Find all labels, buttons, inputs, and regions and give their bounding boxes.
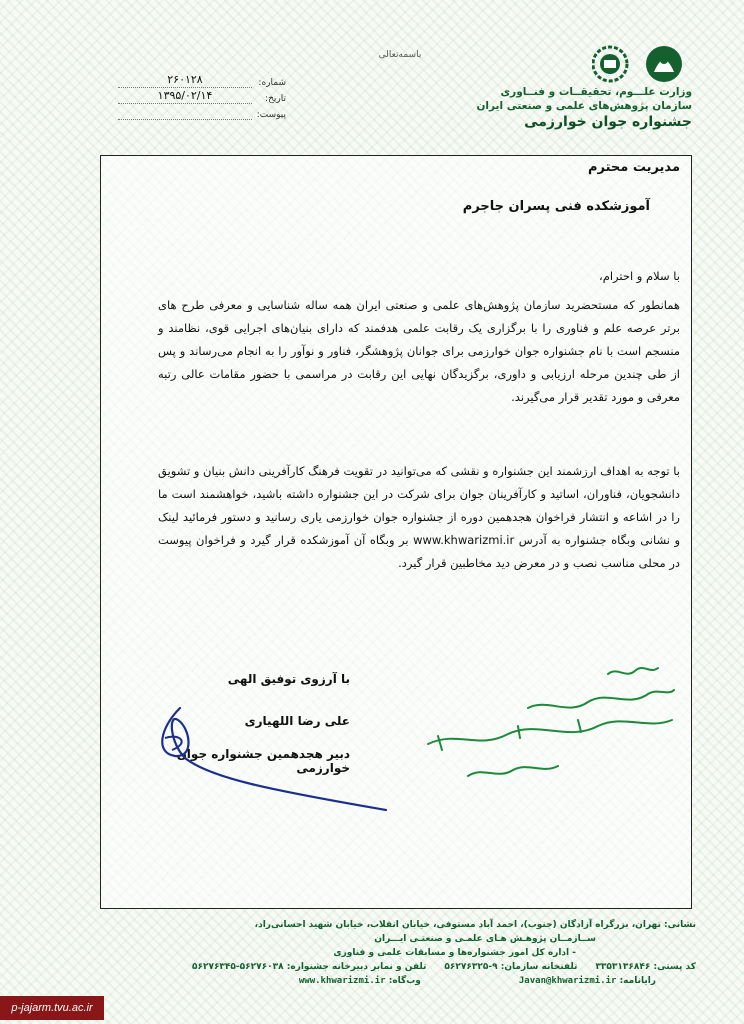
attachment-value — [118, 118, 252, 120]
body-paragraph-2 — [158, 460, 680, 575]
footer-organization: ســازمــان پژوهـش هـای علمـی و صنعتـی ایـــران — [374, 934, 596, 944]
body-paragraph-2-part-a: با توجه به اهداف ارزشمند این جشنواره و نقشی که می‌توانید در تقویت فرهنگ کارآفرینی دانش بنیان و تشویق دانشجویان، فناوران، اساتید و کارآفرینان جوان برای شرکت در این جشنواره داشته باشید، خواهشمند است ما را در اشاعه و انتشار فراخوان هجدهمین دوره از جشنواره جوان خوارزمی یاری رسانید و دستور فرمائید لینک و نشانی وبگاه جشنواره به آدرس — [158, 464, 681, 547]
organization-logos — [592, 44, 686, 86]
handwritten-annotation — [408, 656, 680, 786]
closing-phrase: با آرزوی توفیق الهی — [227, 672, 350, 686]
festival-name: جشنواره جوان خوارزمی — [524, 114, 692, 130]
date-row — [118, 88, 286, 104]
footer-address: نشانی: تهران، بزرگراه آزادگان (جنوب)، احمد آباد مستوفی، خیابان انقلاب، خیابان شهید احسانی‌راد، — [254, 920, 696, 930]
body-paragraph-1: همانطور که مستحضرید سازمان پژوهش‌های علمی و صنعتی ایران همه ساله شناسایی و معرفی طرح های برتر عرصه علم و فناوری را با برگزاری یک رقابت علمی هدفمند که دارای بنیان‌های اجرایی قوی، نظامند و منسجم است با نام جشنواره جوان خوارزمی برای جوانان پژوهشگر، فناور و نوآور را به انجام می‌رساند و پس از طی چندین مرحله ارزیابی و داوری، برگزیدگان نهایی این رقابت در مراسمی با حضور مقامات عالی رتبه معرفی و مورد تقدیر قرار می‌گیرند. — [158, 298, 680, 404]
number-value: ۲۶۰۱۲۸ — [118, 73, 252, 88]
footer-web-group — [299, 974, 501, 988]
date-label: تاریخ: — [265, 94, 286, 104]
signer-title: دبیر هجدهمین جشنواره جوان خوارزمی — [176, 747, 350, 775]
footer-postal-code: کد پستی: ۳۳۵۳۱۳۶۸۴۶ — [595, 962, 696, 972]
attachment-label: پیوست: — [256, 110, 286, 120]
number-label: شماره: — [258, 78, 286, 88]
footer-department: - اداره کل امور جشنواره‌ها و مسابقات علمی و فناوری — [333, 948, 576, 958]
footer-email-group — [519, 974, 696, 988]
footer-festival-phone: تلفن و نمابر دبیرخانه جشنواره: ۵۶۲۷۶۰۳۸-۵۶۲۷۶۳۴۵ — [191, 962, 427, 972]
research-organization-name: سازمان پژوهش‌های علمی و صنعتی ایران — [476, 100, 692, 112]
footer-email-label: رایانامه: — [619, 976, 656, 986]
letter-meta — [118, 72, 286, 120]
organization-name — [470, 86, 692, 130]
footer-org-phone: تلفنخانه سازمان: ۹-۵۶۲۷۶۳۲۵ — [444, 962, 578, 972]
footer-contact-numbers — [100, 960, 696, 974]
signer-name: علی رضا اللهیاری — [244, 714, 350, 728]
footer-web[interactable]: www.khwarizmi.ir — [298, 976, 386, 986]
number-row — [118, 72, 286, 88]
ministry-name: وزارت علـــوم، تحقیقــات و فنــاوری — [500, 86, 692, 98]
footer-email[interactable]: Javan@khwarizmi.ir — [518, 976, 617, 986]
ministry-logo-icon — [646, 46, 682, 82]
attachment-row — [118, 104, 286, 120]
basmala: باسمه‌تعالی — [378, 50, 422, 60]
footer-web-label: وب‌گاه: — [388, 976, 421, 986]
date-value: ۱۳۹۵/۰۲/۱۴ — [118, 89, 252, 104]
footer-online-contact — [100, 974, 696, 988]
site-watermark-tag: p-jajarm.tvu.ac.ir — [0, 996, 104, 1020]
salutation: مدیریت محترم — [587, 160, 680, 175]
addressee: آموزشکده فنی پسران جاجرم — [462, 199, 650, 214]
letter-footer — [100, 918, 696, 988]
signature-image — [150, 698, 390, 818]
festival-logo-icon — [593, 47, 627, 81]
festival-website-link[interactable]: www.khwarizmi.ir — [413, 533, 515, 547]
greeting: با سلام و احترام، — [599, 269, 680, 283]
body-paragraph-2-part-b: بر وبگاه آن آموزشکده قرار گیرد و فراخوان پیوست در محلی مناسب نصب و در معرض دید مخاطبین قرار گیرد. — [158, 533, 680, 570]
